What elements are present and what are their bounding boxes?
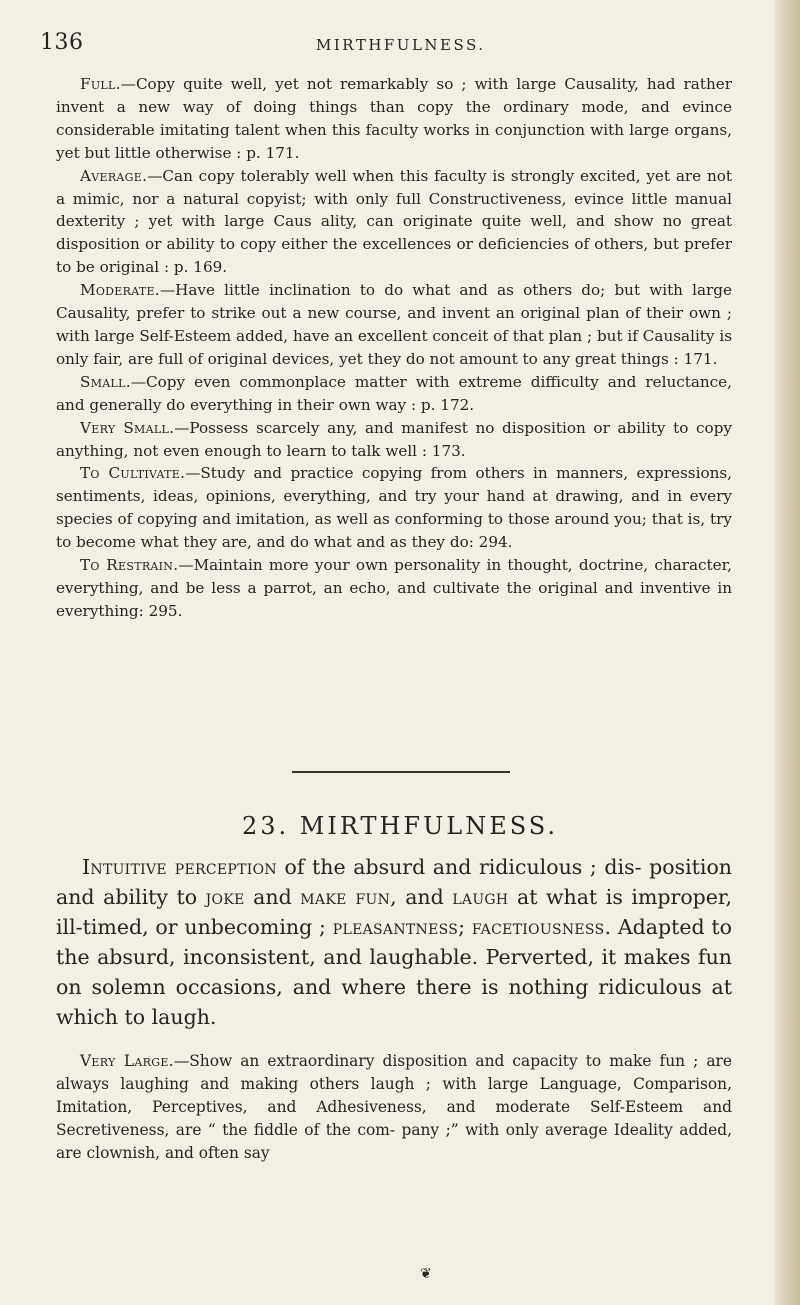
entry-text: —Copy even commonplace matter with extreme difficulty and reluctance, and generally do everything in their own way : p. 172. xyxy=(56,372,732,414)
definition-text: and xyxy=(244,885,301,909)
upper-entries xyxy=(56,73,732,623)
definition-term: joke xyxy=(205,885,245,909)
lower-entries xyxy=(56,1050,732,1165)
section-divider xyxy=(292,771,510,773)
definition-text: at what is improper, ill-timed, or unbecoming ; xyxy=(56,885,732,939)
section-definition xyxy=(56,852,732,1032)
entry-text: —Have little inclination to do what and as others do; but with large Causality, prefer to strike out a new course, and invent an original plan of their own ; with large Self-Esteem added, have an excellent conceit of that plan ; but if Causality is only fair, are full of original devices, yet they do not amount to any great things : 171. xyxy=(56,281,732,368)
entry-text: —Show an extraordinary disposition and capacity to make fun ; are always laughing and making others laugh ; with large Language, Comparison, Imitation, Perceptives, and Adhesiveness, and moderate Self-Esteem and Secretiveness, are “ the fiddle of the com- pany ;” with only average Ideality added, are clownish, and often say xyxy=(56,1052,732,1162)
entry-moderate xyxy=(56,279,732,371)
running-title: MIRTHFULNESS. xyxy=(316,36,486,54)
printer-mark-icon: ❦ xyxy=(420,1266,432,1282)
entry-text: —Can copy tolerably well when this faculty is strongly excited, yet are not a mimic, nor a natural copyist; with only full Constructiveness, evince little manual dexterity ; yet with large Caus ality, can originate quite well, and show no great disposition or ability to copy either the excellences or deficiencies of others, but prefer to be original : p. 169. xyxy=(56,166,732,277)
entry-small xyxy=(56,371,732,417)
definition-text: . Adapted to the absurd, inconsistent, and laughable. Perverted, it makes fun on solemn occasions, and where there is nothing ridiculous at which to laugh. xyxy=(56,915,732,1029)
entry-very-large xyxy=(56,1050,732,1165)
entry-very-small xyxy=(56,417,732,463)
page-number: 136 xyxy=(40,30,84,55)
entry-label: Moderate. xyxy=(80,281,160,300)
definition-text: of the absurd and ridiculous ; dis- position and ability to xyxy=(56,855,732,909)
section-title: 23. MIRTHFULNESS. xyxy=(241,812,558,840)
entry-label: To Restrain. xyxy=(80,556,179,575)
definition-term: make fun xyxy=(300,885,391,909)
page-edge-shadow xyxy=(774,0,800,1305)
entry-label: To Cultivate. xyxy=(80,464,186,483)
definition-text: , and xyxy=(390,885,453,909)
definition-text: ; xyxy=(458,915,472,939)
entry-text: —Possess scarcely any, and manifest no disposition or ability to copy anything, not even enough to learn to talk well : 173. xyxy=(56,418,732,460)
entry-text: —Copy quite well, yet not remarkably so ; with large Causality, had rather invent a new way of doing things than copy the ordinary mode, and evince considerable imitating talent when this faculty works in conjunction with large organs, yet but little otherwise : p. 171. xyxy=(56,75,732,162)
entry-label: Small. xyxy=(80,372,131,391)
entry-text: —Study and practice copying from others in manners, expressions, sentiments, ideas, opinions, everything, and try your hand at drawing, and in every species of copying and imitation, as well as conforming to those around you; that is, try to become what they are, and do what and as they do: 294. xyxy=(56,464,732,552)
entry-average xyxy=(56,165,732,280)
entry-to-restrain xyxy=(56,554,732,623)
entry-label: Very Small. xyxy=(80,418,175,437)
entry-to-cultivate xyxy=(56,462,732,554)
entry-text: —Maintain more your own personality in thought, doctrine, character, everything, and be less a parrot, an echo, and cultivate the original and inventive in everything: 295. xyxy=(56,556,733,620)
entry-full xyxy=(56,73,732,165)
definition-term: pleasantness xyxy=(332,915,459,939)
definition-term: laugh xyxy=(452,885,509,909)
entry-label: Full. xyxy=(80,75,121,93)
definition-paragraph xyxy=(56,852,732,1032)
definition-term: Intuitive perception xyxy=(82,855,277,879)
definition-term: facetiousness xyxy=(471,915,605,939)
entry-label: Very Large. xyxy=(80,1052,174,1070)
entry-label: Average. xyxy=(80,166,148,185)
